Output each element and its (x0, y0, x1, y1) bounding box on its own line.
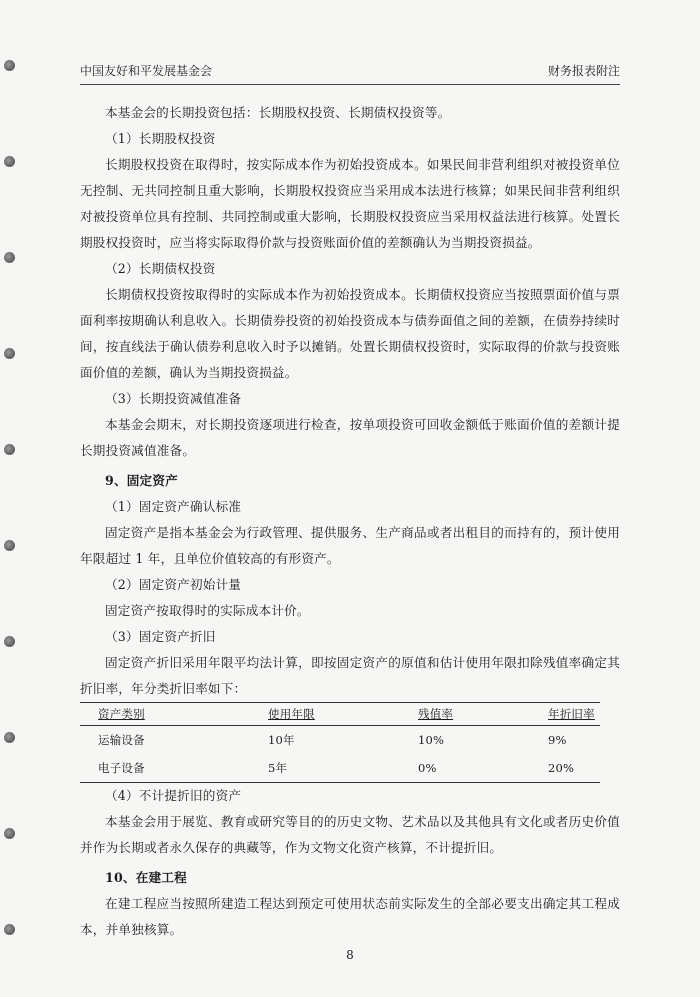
impairment-title: （3）长期投资减值准备 (105, 391, 242, 406)
non-depreciable-title: （4）不计提折旧的资产 (105, 788, 242, 803)
table-cell: 运输设备 (98, 733, 145, 747)
depreciation-rate-table (80, 702, 600, 783)
lt-equity-text: 长期股权投资在取得时，按实际成本作为初始投资成本。如果民间非营利组织对被投资单位无控制、无共同控制且重大影响，长期股权投资应当采用成本法进行核算；如果民间非营利组织对被投资单位具有控制、共同控制或重大影响，长期股权投资应当采用权益法进行核算。处置长期股权投资时，应当将实际取得价款与投资账面价值的差额确认为当期投资损益。 (80, 157, 620, 250)
binder-hole (4, 444, 15, 455)
binder-hole (4, 636, 15, 647)
depreciation-title: （3）固定资产折旧 (105, 629, 216, 644)
binder-hole (4, 540, 15, 551)
header-organization: 中国友好和平发展基金会 (80, 64, 213, 78)
impairment-text: 本基金会期末，对长期投资逐项进行检查，按单项投资可回收金额低于账面价值的差额计提长期投资减值准备。 (80, 417, 620, 458)
table-header-cell: 年折旧率 (538, 703, 600, 726)
table-row (80, 726, 600, 755)
table-header-cell: 残值率 (398, 703, 538, 726)
page-number: 8 (346, 948, 354, 962)
lt-debt-text: 长期债权投资按取得时的实际成本作为初始投资成本。长期债权投资应当按照票面价值与票面利率按期确认利息收入。长期债券投资的初始投资成本与债券面值之间的差额，在债券持续时间，按直线法于确认债券利息收入时予以摊销。处置长期债权投资时，实际取得的价款与投资账面价值的差额，确认为当期投资损益。 (80, 287, 620, 380)
table-cell: 20% (538, 754, 600, 783)
document-body (80, 100, 620, 943)
table-row (80, 754, 600, 783)
table-cell: 0% (398, 754, 538, 783)
table-cell: 5年 (248, 754, 398, 783)
binder-hole (4, 732, 15, 743)
fixed-asset-standard-title: （1）固定资产确认标准 (105, 499, 242, 514)
binder-hole (4, 348, 15, 359)
section-9-heading: 9、固定资产 (105, 473, 178, 488)
section-10-heading: 10、在建工程 (105, 870, 187, 885)
binder-hole (4, 60, 15, 71)
non-depreciable-text: 本基金会用于展览、教育或研究等目的的历史文物、艺术品以及其他具有文化或者历史价值并作为长期或者永久保存的典藏等，作为文物文化资产核算，不计提折旧。 (80, 814, 620, 855)
table-cell: 9% (548, 733, 567, 747)
table-header-row (80, 703, 600, 726)
table-header-cell: 使用年限 (248, 703, 398, 726)
binder-hole (4, 156, 15, 167)
depreciation-text: 固定资产折旧采用年限平均法计算，即按固定资产的原值和估计使用年限扣除残值率确定其折旧率，年分类折旧率如下： (80, 655, 620, 696)
table-cell: 10年 (268, 733, 295, 747)
intro-paragraph: 本基金会的长期投资包括：长期股权投资、长期债权投资等。 (105, 105, 451, 120)
table-header-cell: 资产类别 (80, 703, 248, 726)
table-cell: 10% (418, 733, 445, 747)
lt-equity-title: （1）长期股权投资 (105, 131, 216, 146)
page-header (80, 58, 620, 85)
table-cell: 电子设备 (80, 754, 248, 783)
fixed-asset-standard-text: 固定资产是指本基金会为行政管理、提供服务、生产商品或者出租目的而持有的，预计使用年限超过 1 年，且单位价值较高的有形资产。 (80, 525, 620, 566)
lt-debt-title: （2）长期债权投资 (105, 261, 216, 276)
binder-hole (4, 924, 15, 935)
binder-hole (4, 252, 15, 263)
fixed-asset-initial-text: 固定资产按取得时的实际成本计价。 (105, 603, 310, 618)
fixed-asset-initial-title: （2）固定资产初始计量 (105, 577, 242, 592)
header-title: 财务报表附注 (547, 64, 620, 78)
binder-hole (4, 828, 15, 839)
construction-text: 在建工程应当按照所建造工程达到预定可使用状态前实际发生的全部必要支出确定其工程成本，并单独核算。 (80, 896, 620, 937)
